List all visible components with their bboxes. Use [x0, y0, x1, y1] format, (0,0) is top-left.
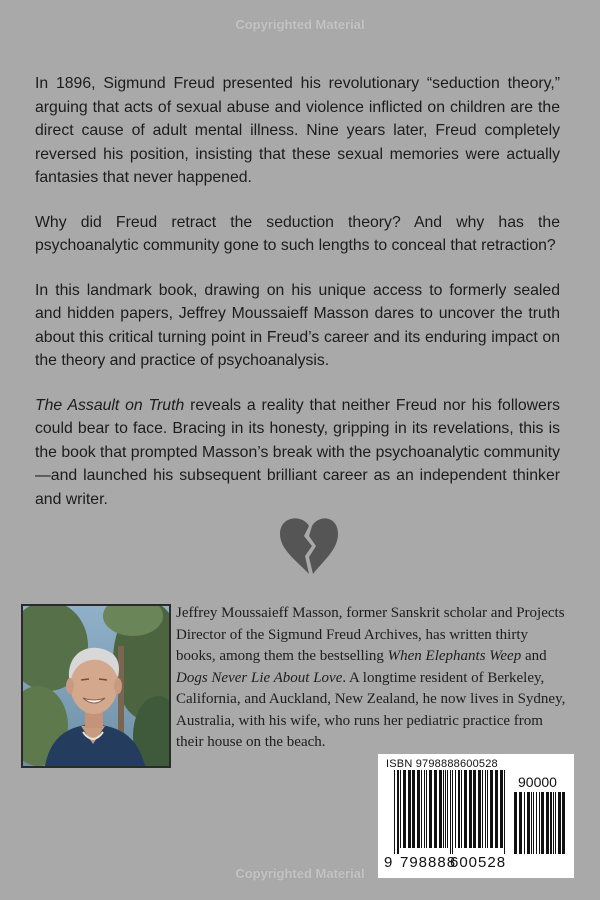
barcode-bar [469, 770, 472, 848]
copyright-watermark-top: Copyrighted Material [235, 17, 365, 32]
barcode-bar [461, 770, 462, 848]
barcode-bar [434, 770, 437, 848]
barcode-bar [397, 770, 399, 854]
description-paragraph-1: In 1896, Sigmund Freud presented his revolutionary “seduction theory,” arguing that acts of sexual abuse and violence inflicted on children are the direct cause of adult mental illness. Nine years later, Freud completely reversed his position, insisting that these sexual memories were actually fantasies that never happened. [35, 75, 560, 186]
addon-bar [553, 792, 554, 854]
addon-bar [555, 792, 556, 854]
barcode-digit-lead: 9 [384, 854, 393, 871]
barcode-bar [450, 770, 451, 854]
barcode-bar [485, 770, 486, 848]
book-title: The Assault on Truth [35, 396, 185, 414]
description-paragraph-4 [35, 394, 560, 512]
barcode-bar [495, 770, 498, 848]
barcode-bar [490, 770, 493, 848]
barcode-bar [500, 770, 503, 848]
barcode-bar [403, 770, 406, 848]
barcode-bar [452, 770, 453, 854]
author-bio [176, 603, 568, 754]
author-bio-text-2: . A longtime resident of Berkeley, California, and Auckland, New Zealand, he now lives in Sydney, Australia, with his wife, who runs her pediatric practice from their house on the beach. [176, 669, 566, 750]
barcode-bar [473, 770, 476, 848]
barcode-bar [412, 770, 415, 848]
addon-bar [550, 792, 552, 854]
description-paragraph-3: In this landmark book, drawing on his unique access to formerly sealed and hidden papers, Jeffrey Moussaieff Masson dares to uncover the truth about this critical turning point in Freud’s career and its enduring impact on the theory and practice of psychoanalysis. [35, 281, 560, 369]
barcode-bar [421, 770, 422, 848]
barcode-bar [455, 770, 456, 848]
addon-bar [531, 792, 532, 854]
barcode-bar [439, 770, 442, 848]
addon-bar [539, 792, 540, 854]
addon-bar [536, 792, 537, 854]
barcode-bar [417, 770, 420, 848]
addon-bar [533, 792, 534, 854]
addon-bar [519, 792, 522, 854]
book-description [35, 72, 560, 532]
barcode-bar [443, 770, 444, 848]
description-paragraph-2: Why did Freud retract the seduction theory? And why has the psychoanalytic community gone to such lengths to conceal that retraction? [35, 213, 560, 254]
barcode-bar [424, 770, 425, 848]
addon-bar [541, 792, 544, 854]
barcode-bar [445, 770, 446, 848]
barcode-bar [487, 770, 488, 848]
description-paragraph-4-text: reveals a reality that neither Freud nor his followers could bear to face. Bracing in its honesty, gripping in its revelations, this is the book that prompted Masson’s break with the psychoanalytic community—and launched his subsequent brilliant career as an independent thinker and writer. [35, 396, 560, 508]
isbn-barcode [378, 754, 574, 878]
author-bio-and: and [521, 648, 547, 664]
barcode-bar [478, 770, 481, 848]
barcode-bar [394, 770, 395, 854]
isbn-label: ISBN 9798888600528 [386, 758, 498, 770]
broken-heart-icon [276, 512, 342, 578]
addon-bar [546, 792, 549, 854]
price-code: 90000 [518, 774, 557, 790]
addon-bar [558, 792, 561, 854]
addon-bar [514, 792, 517, 854]
barcode-bar [429, 770, 432, 848]
barcode-bar [464, 770, 467, 848]
author-photo [21, 604, 171, 768]
barcode-bar [400, 770, 401, 848]
barcode-bar [447, 770, 448, 848]
author-book-title-1: When Elephants Weep [387, 648, 522, 664]
barcode-digit-left-group: 798888 [400, 854, 457, 871]
addon-bar [562, 792, 565, 854]
barcode-bar [458, 770, 460, 848]
barcode-bar [408, 770, 411, 848]
barcode-digit-right-group: 600528 [450, 854, 507, 871]
copyright-watermark-bottom: Copyrighted Material [235, 866, 365, 881]
author-bio-text-1: Jeffrey Moussaieff Masson, former Sanskrit scholar and Projects Director of the Sigmund Freud Archives, has written thirty books, among them the bestselling [176, 605, 565, 664]
barcode-bar [504, 770, 505, 854]
addon-bar [527, 792, 530, 854]
author-book-title-2: Dogs Never Lie About Love [176, 669, 343, 686]
addon-bar [524, 792, 525, 854]
barcode-bar [482, 770, 483, 848]
barcode-bar [426, 770, 427, 848]
